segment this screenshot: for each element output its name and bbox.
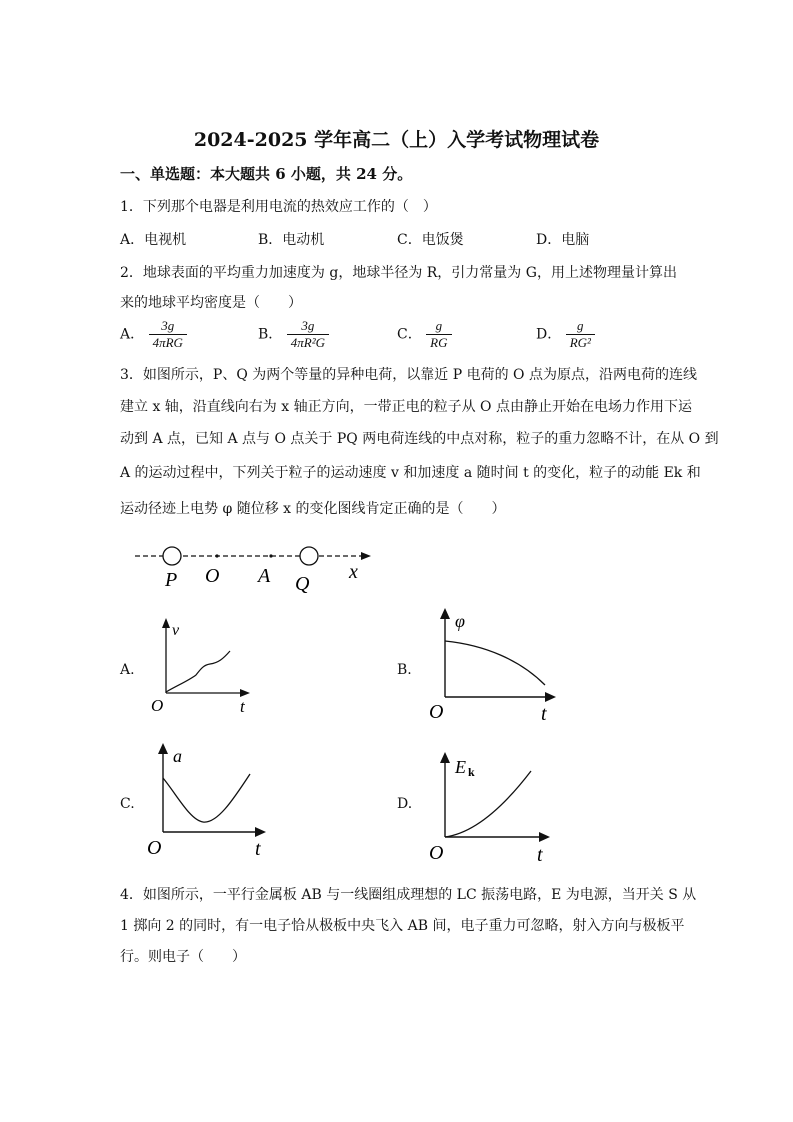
q2-stem-line2: 来的地球平均密度是（ ） xyxy=(120,295,302,311)
q4-stem-line1: 4．如图所示，一平行金属板 AB 与一线圈组成理想的 LC 振荡电路，E 为电源，当开关 S 从 xyxy=(120,887,697,903)
graph-a-x-arrow-icon xyxy=(240,689,250,697)
q2-option-a-numerator: 3g xyxy=(149,318,187,335)
q3-option-a-label: A. xyxy=(120,662,135,678)
graph-a-curve xyxy=(166,651,230,692)
graph-d-y-arrow-icon xyxy=(440,752,450,763)
graph-d-origin-label: O xyxy=(429,842,444,864)
graph-c-curve xyxy=(163,774,250,822)
q3-stem-line5: 运动径迹上电势 φ 随位移 x 的变化图线肯定正确的是（ ） xyxy=(120,501,506,517)
q2-option-a-label: A． xyxy=(120,326,145,343)
q3-stem-line1: 3．如图所示，P、Q 为两个等量的异种电荷，以靠近 P 电荷的 O 点为原点，沿两电荷的连线 xyxy=(120,367,697,383)
q4-stem-line3: 行。则电子（ ） xyxy=(120,949,246,965)
graph-c-acceleration-time xyxy=(145,740,275,860)
q3-option-c-label: C. xyxy=(120,796,135,812)
q2-option-c-denominator: RG xyxy=(430,335,448,350)
graph-d-kinetic-energy-time xyxy=(425,745,560,865)
graph-c-y-arrow-icon xyxy=(158,743,168,754)
graph-a-velocity-time xyxy=(148,615,258,715)
graph-d-curve xyxy=(445,771,531,837)
page-title: 2024-2025 学年高二（上）入学考试物理试卷 xyxy=(193,129,600,151)
graph-c-y-label: a xyxy=(173,746,182,766)
section-heading: 一、单选题：本大题共 6 小题，共 24 分。 xyxy=(120,165,413,183)
axis-arrow-icon xyxy=(361,552,371,560)
graph-d-x-arrow-icon xyxy=(539,832,550,842)
graph-b-potential-time xyxy=(425,605,565,725)
q3-stem-line2: 建立 x 轴，沿直线向右为 x 轴正方向，一带正电的粒子从 O 点由静止开始在电场力作用下运 xyxy=(120,399,692,415)
q3-option-d-label: D. xyxy=(397,796,413,812)
q3-stem-line4: A 的运动过程中，下列关于粒子的运动速度 v 和加速度 a 随时间 t 的变化，粒子的动能 Ek 和 xyxy=(120,465,701,481)
positive-charge-icon xyxy=(163,547,181,565)
q2-option-b-label: B． xyxy=(258,326,283,343)
graph-b-curve xyxy=(445,641,545,685)
graph-a-origin-label: O xyxy=(151,696,164,715)
q3-option-b-label: B. xyxy=(397,662,412,678)
q2-option-c xyxy=(397,318,452,351)
q1-stem: 1．下列那个电器是利用电流的热效应工作的（ ） xyxy=(120,199,437,215)
graph-d-y-label: E xyxy=(455,757,466,777)
graph-b-x-label: t xyxy=(541,703,547,725)
q2-option-a-denominator: 4πRG xyxy=(152,335,183,350)
q2-option-c-numerator: g xyxy=(426,318,451,335)
graph-a-y-label: v xyxy=(172,622,180,639)
q1-option-d: D．电脑 xyxy=(536,232,590,248)
point-a-dot xyxy=(269,554,272,557)
q2-option-d-denominator: RG² xyxy=(569,335,591,350)
q2-option-d-fraction xyxy=(566,318,595,351)
graph-b-x-arrow-icon xyxy=(545,692,556,702)
q4-stem-line2: 1 掷向 2 的同时，有一电子恰从极板中央飞入 AB 间，电子重力可忽略，射入方向与极板平 xyxy=(120,918,685,934)
q2-option-a xyxy=(120,318,187,351)
q2-option-b xyxy=(258,318,329,351)
graph-c-x-arrow-icon xyxy=(255,827,266,837)
q2-option-b-fraction xyxy=(287,318,329,351)
q2-option-b-denominator: 4πR²G xyxy=(290,335,325,350)
q2-option-c-fraction xyxy=(426,318,451,351)
q2-option-b-numerator: 3g xyxy=(287,318,329,335)
q2-stem-line1: 2．地球表面的平均重力加速度为 g，地球半径为 R，引力常量为 G，用上述物理量计算出 xyxy=(120,265,677,281)
q3-stem-line3: 动到 A 点，已知 A 点与 O 点关于 PQ 两电荷连线的中点对称，粒子的重力忽略不计，在从 O 到 xyxy=(120,431,719,447)
label-o: O xyxy=(205,565,220,587)
graph-b-y-label: φ xyxy=(455,611,465,631)
graph-a-y-arrow-icon xyxy=(162,618,170,628)
label-x: x xyxy=(349,561,358,583)
label-p: P xyxy=(165,569,178,591)
graph-b-origin-label: O xyxy=(429,701,444,723)
q1-option-c: C．电饭煲 xyxy=(397,232,464,248)
graph-d-y-subscript: k xyxy=(468,765,475,779)
graph-c-x-label: t xyxy=(255,838,261,860)
q2-option-d xyxy=(536,318,595,351)
point-o-dot xyxy=(215,554,218,557)
q2-option-d-numerator: g xyxy=(566,318,595,335)
q2-option-a-fraction xyxy=(149,318,187,351)
q1-option-a: A．电视机 xyxy=(120,232,187,248)
graph-d-x-label: t xyxy=(537,844,543,865)
label-a: A xyxy=(258,565,271,587)
label-q: Q xyxy=(295,573,310,595)
q2-option-d-label: D． xyxy=(536,326,562,343)
graph-a-x-label: t xyxy=(240,697,245,715)
q1-option-b: B．电动机 xyxy=(258,232,325,248)
negative-charge-icon xyxy=(300,547,318,565)
graph-c-origin-label: O xyxy=(147,837,162,859)
q2-option-c-label: C． xyxy=(397,326,422,343)
graph-b-y-arrow-icon xyxy=(440,608,450,619)
charge-axis-diagram xyxy=(125,538,385,598)
